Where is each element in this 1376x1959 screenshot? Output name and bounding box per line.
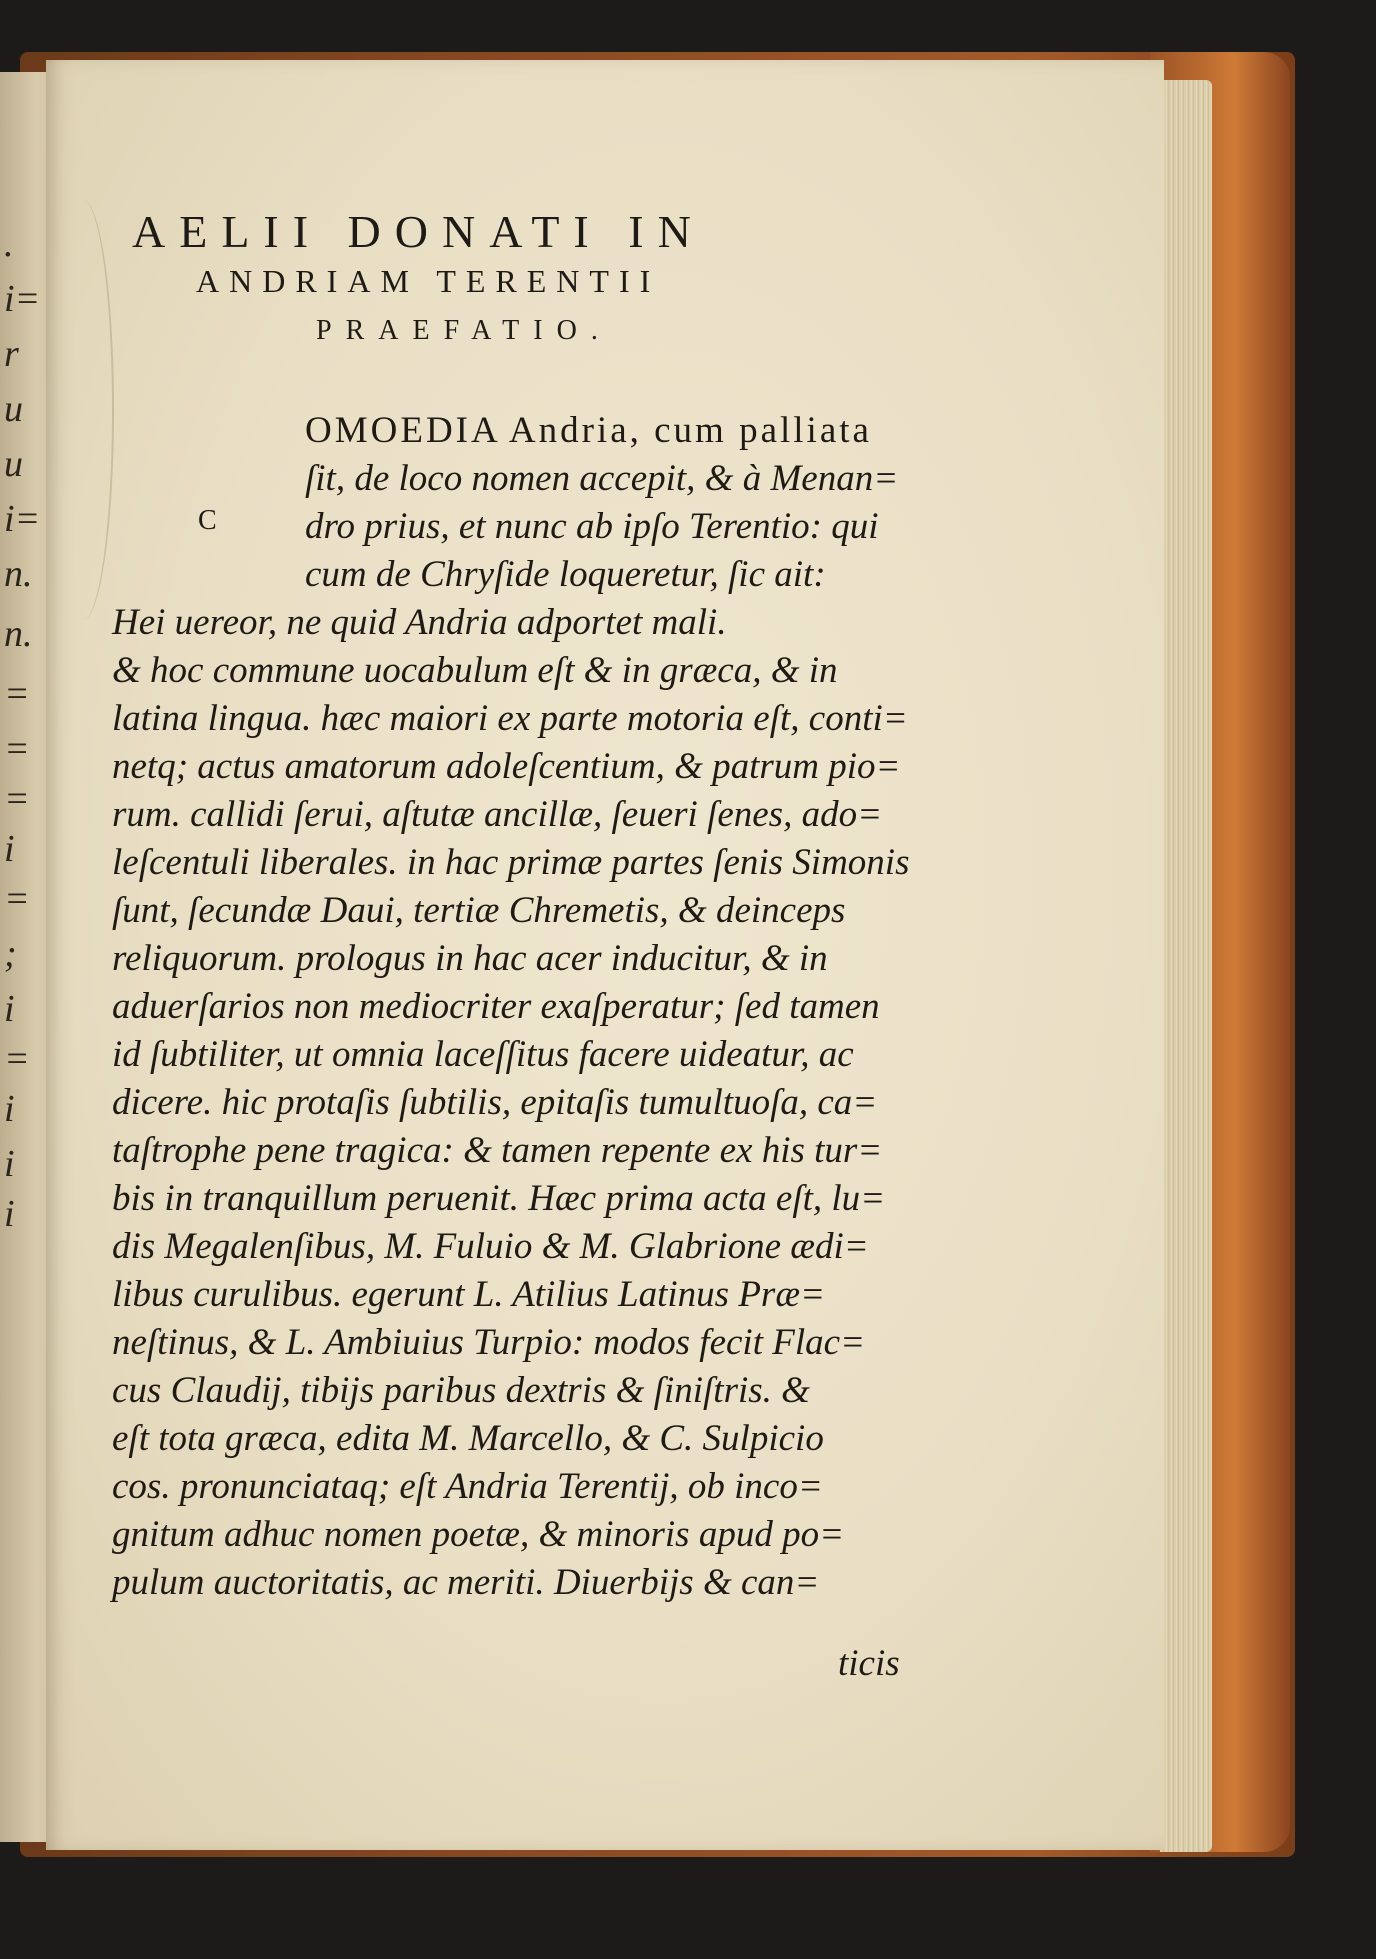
left-margin-glyph: r <box>4 333 19 375</box>
text-line: dro prius, et nunc ab ipſo Terentio: qui <box>305 506 879 547</box>
left-margin-glyph: = <box>4 673 30 715</box>
indented-text-block <box>305 407 898 599</box>
text-line: gnitum adhuc nomen poetæ, & minoris apud po= <box>112 1514 845 1555</box>
catchword: ticis <box>838 1643 900 1684</box>
page-section-heading: PRAEFATIO. <box>316 315 612 346</box>
left-margin-glyph: n. <box>4 613 33 655</box>
left-margin-glyph: n. <box>4 553 33 595</box>
left-margin-glyph: u <box>4 443 23 485</box>
text-line: cos. pronunciataq; eſt Andria Terentij, ob inco= <box>112 1466 823 1507</box>
left-margin-glyph: u <box>4 388 23 430</box>
text-line: ſunt, ſecundæ Daui, tertiæ Chremetis, & deinceps <box>112 890 846 931</box>
text-line: rum. callidi ſerui, aſtutæ ancillæ, ſeueri ſenes, ado= <box>112 794 883 835</box>
text-line: netq; actus amatorum adoleſcentium, & patrum pio= <box>112 746 901 787</box>
text-line: reliquorum. prologus in hac acer inducitur, & in <box>112 938 828 979</box>
left-margin-glyph: i <box>4 988 15 1030</box>
text-line: cus Claudij, tibijs paribus dextris & ſiniſtris. & <box>112 1370 810 1411</box>
page-gutter-curl <box>52 200 114 620</box>
page-title: AELII DONATI IN <box>132 206 705 257</box>
text-line: bis in tranquillum peruenit. Hæc prima acta eſt, lu= <box>112 1178 886 1219</box>
text-line: eſt tota græca, edita M. Marcello, & C. Sulpicio <box>112 1418 824 1459</box>
left-margin-glyph: i <box>4 1088 15 1130</box>
page-fore-edge <box>1160 80 1212 1852</box>
body-text-block <box>112 599 910 1607</box>
text-line: pulum auctoritatis, ac meriti. Diuerbijs & can= <box>112 1562 820 1603</box>
text-line: latina lingua. hæc maiori ex parte motoria eſt, conti= <box>112 698 908 739</box>
left-margin-glyph: ; <box>4 933 17 975</box>
text-line: cum de Chryſide loqueretur, ſic ait: <box>305 554 826 595</box>
drop-cap-letter: C <box>198 505 217 536</box>
text-line: neſtinus, & L. Ambiuius Turpio: modos fecit Flac= <box>112 1322 865 1363</box>
text-line: id ſubtiliter, ut omnia laceſſitus facere uideatur, ac <box>112 1034 854 1075</box>
left-margin-glyph: = <box>4 1038 30 1080</box>
text-line: & hoc commune uocabulum eſt & in græca, & in <box>112 650 838 691</box>
text-line: leſcentuli liberales. in hac primæ partes ſenis Simonis <box>112 842 910 883</box>
left-margin-glyph: = <box>4 778 30 820</box>
page-subtitle: ANDRIAM TERENTII <box>196 263 661 299</box>
text-line: dis Megalenſibus, M. Fuluio & M. Glabrione ædi= <box>112 1226 869 1267</box>
text-line: libus curulibus. egerunt L. Atilius Latinus Præ= <box>112 1274 825 1315</box>
left-margin-glyph: i= <box>4 278 41 320</box>
text-line: OMOEDIA Andria, cum palliata <box>305 410 872 451</box>
left-margin-glyph: i <box>4 1143 15 1185</box>
text-line: dicere. hic protaſis ſubtilis, epitaſis tumultuoſa, ca= <box>112 1082 878 1123</box>
left-margin-glyph: i <box>4 1193 15 1235</box>
text-line: ſit, de loco nomen accepit, & à Menan= <box>305 458 899 499</box>
text-line: aduerſarios non mediocriter exaſperatur; ſed tamen <box>112 986 880 1027</box>
left-margin-glyph: i <box>4 828 15 870</box>
left-margin-glyph: = <box>4 728 30 770</box>
left-margin-glyph: = <box>4 878 30 920</box>
text-line: taſtrophe pene tragica: & tamen repente ex his tur= <box>112 1130 883 1171</box>
left-margin-glyph: . <box>4 223 14 265</box>
text-line: Hei uereor, ne quid Andria adportet mali. <box>112 602 727 643</box>
left-margin-glyph: i= <box>4 498 41 540</box>
